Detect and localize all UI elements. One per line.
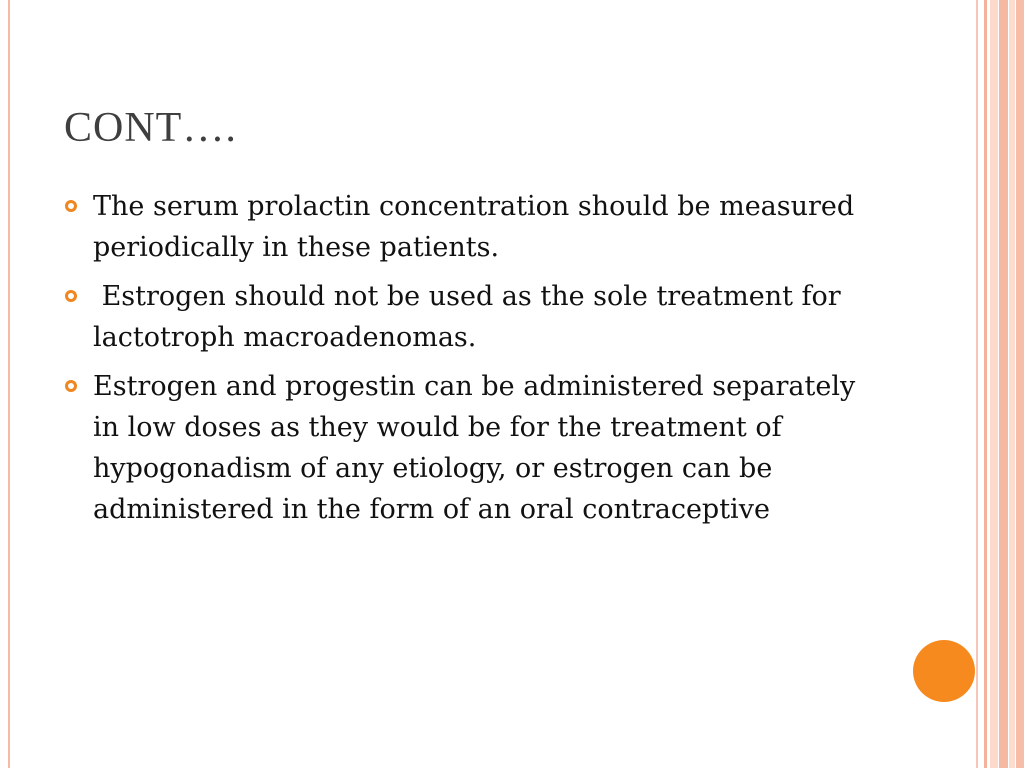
bullet-item (64, 186, 864, 268)
bullet-item (64, 276, 864, 358)
orange-circle-decoration (913, 640, 975, 702)
right-decor-stripe (976, 0, 978, 768)
bullet-list (64, 186, 864, 538)
right-decor-stripe (1016, 0, 1024, 768)
right-decor-stripe (999, 0, 1008, 768)
right-decor-stripe (990, 0, 998, 768)
bullet-text: The serum prolactin concentration should be measured periodically in these patients. (93, 191, 855, 263)
bullet-ring-icon (65, 290, 77, 302)
bullet-text: Estrogen should not be used as the sole treatment for lactotroph macroadenomas. (93, 281, 850, 353)
bullet-text: Estrogen and progestin can be administered separately in low doses as they would be for the treatment of hypogonadism of any etiology, or estrogen can be administered in the form of an oral contraceptive (93, 371, 856, 525)
bullet-ring-icon (65, 380, 77, 392)
right-decor-stripe (1009, 0, 1015, 768)
right-decor-stripe (984, 0, 987, 768)
bullet-item (64, 366, 864, 530)
bullet-ring-icon (65, 200, 77, 212)
slide-title: CONT…. (64, 105, 237, 151)
left-border-line (8, 0, 10, 768)
